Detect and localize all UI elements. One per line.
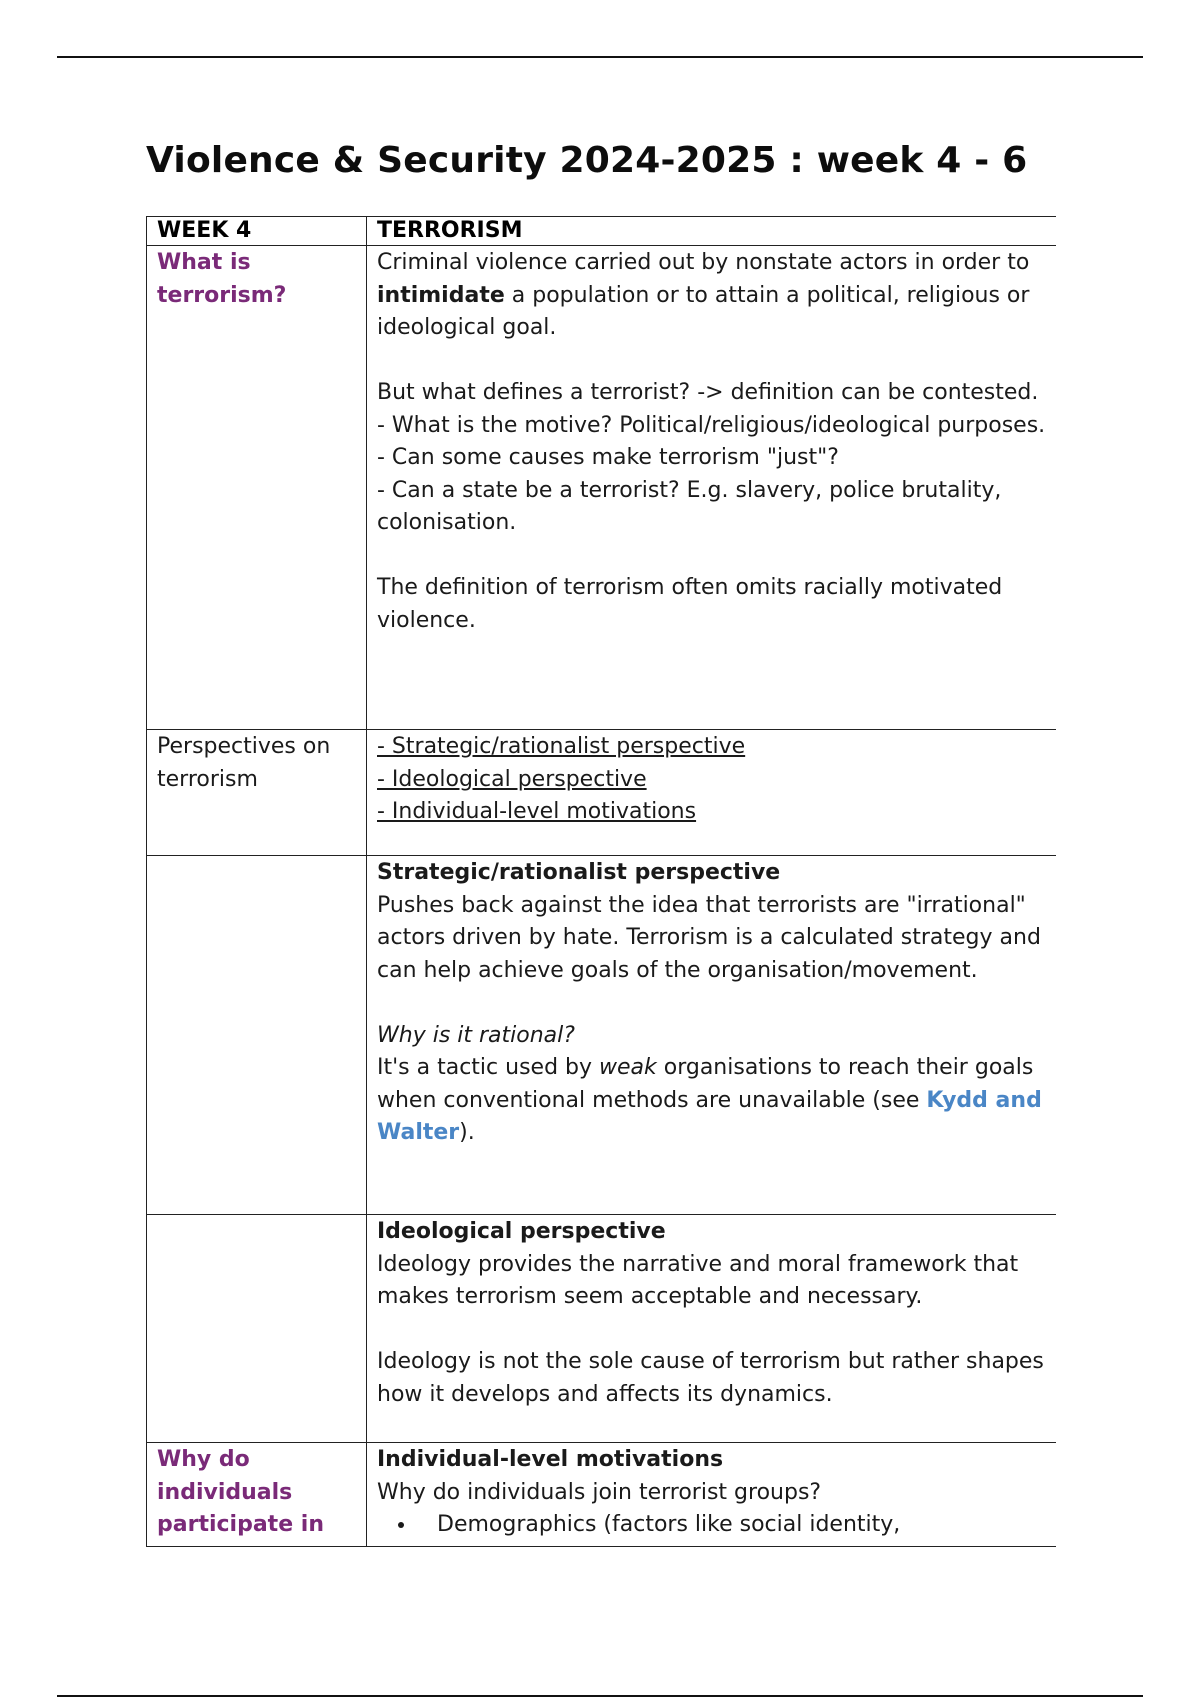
perspective-link-strategic[interactable]: - Strategic/rationalist perspective [377,734,746,759]
perspective-link-individual[interactable]: - Individual-level motivations [377,799,697,824]
topic-label: TERRORISM [377,218,523,243]
definition-paragraph: Criminal violence carried out by nonstate actors in order to intimidate a population or to attain a political, religious or ideological goal. [377,250,1030,340]
individual-label-cell [147,1443,367,1547]
definition-content-cell [367,246,1057,730]
ideological-content-cell [367,1215,1057,1443]
empty-label-cell [147,856,367,1215]
table-row [147,1443,1057,1547]
top-divider [57,56,1143,58]
perspectives-label: Perspectives on terrorism [157,734,331,792]
contested-question: But what defines a terrorist? -> definition can be contested. [377,380,1039,405]
strategic-heading: Strategic/rationalist perspective [377,860,781,885]
individual-question: Why do individuals join terrorist groups? [377,1479,822,1505]
empty-label-cell [147,1215,367,1443]
notes-table [146,216,1056,1547]
rational-answer: It's a tactic used by weak organisations to reach their goals when conventional methods are unavailable (see Kydd and Walter). [377,1055,1042,1145]
omission-note: The definition of terrorism often omits racially motivated violence. [377,575,1003,633]
definition-label-line2: terrorism? [157,282,287,308]
question-line: - Can a state be a terrorist? E.g. slavery, police brutality, colonisation. [377,477,1002,535]
individual-label-line1: Why do [157,1447,250,1472]
table-row [147,856,1057,1215]
perspectives-label-cell [147,730,367,856]
ideological-paragraph: Ideology is not the sole cause of terrorism but rather shapes how it develops and affects its dynamics. [377,1349,1044,1407]
weak-term: weak [599,1055,657,1080]
definition-label-cell [147,246,367,730]
perspectives-content-cell [367,730,1057,856]
week-label: WEEK 4 [157,218,252,243]
ideological-paragraph: Ideology provides the narrative and moral framework that makes terrorism seem acceptable and necessary. [377,1251,1019,1309]
rational-question: Why is it rational? [377,1022,575,1048]
perspective-link-ideological[interactable]: - Ideological perspective [377,766,647,792]
week-header-cell [147,217,367,246]
ideological-heading: Ideological perspective [377,1219,666,1244]
individual-content-cell [367,1443,1057,1547]
individual-label-line3: participate in [157,1512,324,1537]
document-title: Violence & Security 2024-2025 : week 4 - 6 [146,140,1028,181]
intimidate-term: intimidate [377,282,505,308]
table-row [147,246,1057,730]
table-row [147,730,1057,856]
bottom-divider [57,1695,1143,1697]
notes-table-container [146,216,1056,1552]
list-item: • Demographics (factors like social identity, [417,1509,1046,1542]
strategic-content-cell [367,856,1057,1215]
individual-heading: Individual-level motivations [377,1447,724,1472]
individual-label-line2: individuals [157,1479,293,1505]
question-line: - Can some causes make terrorism "just"? [377,445,839,470]
table-header-row [147,217,1057,246]
question-line: - What is the motive? Political/religious/ideological purposes. [377,412,1046,438]
table-row [147,1215,1057,1443]
topic-header-cell [367,217,1057,246]
motivation-list [377,1509,1046,1542]
strategic-paragraph: Pushes back against the idea that terrorists are "irrational" actors driven by hate. Terrorism is a calculated strategy and can help achieve goals of the organisation/movement. [377,892,1041,983]
definition-label-line1: What is [157,250,251,275]
kydd-walter-reference[interactable]: Kydd and Walter [377,1087,1042,1145]
